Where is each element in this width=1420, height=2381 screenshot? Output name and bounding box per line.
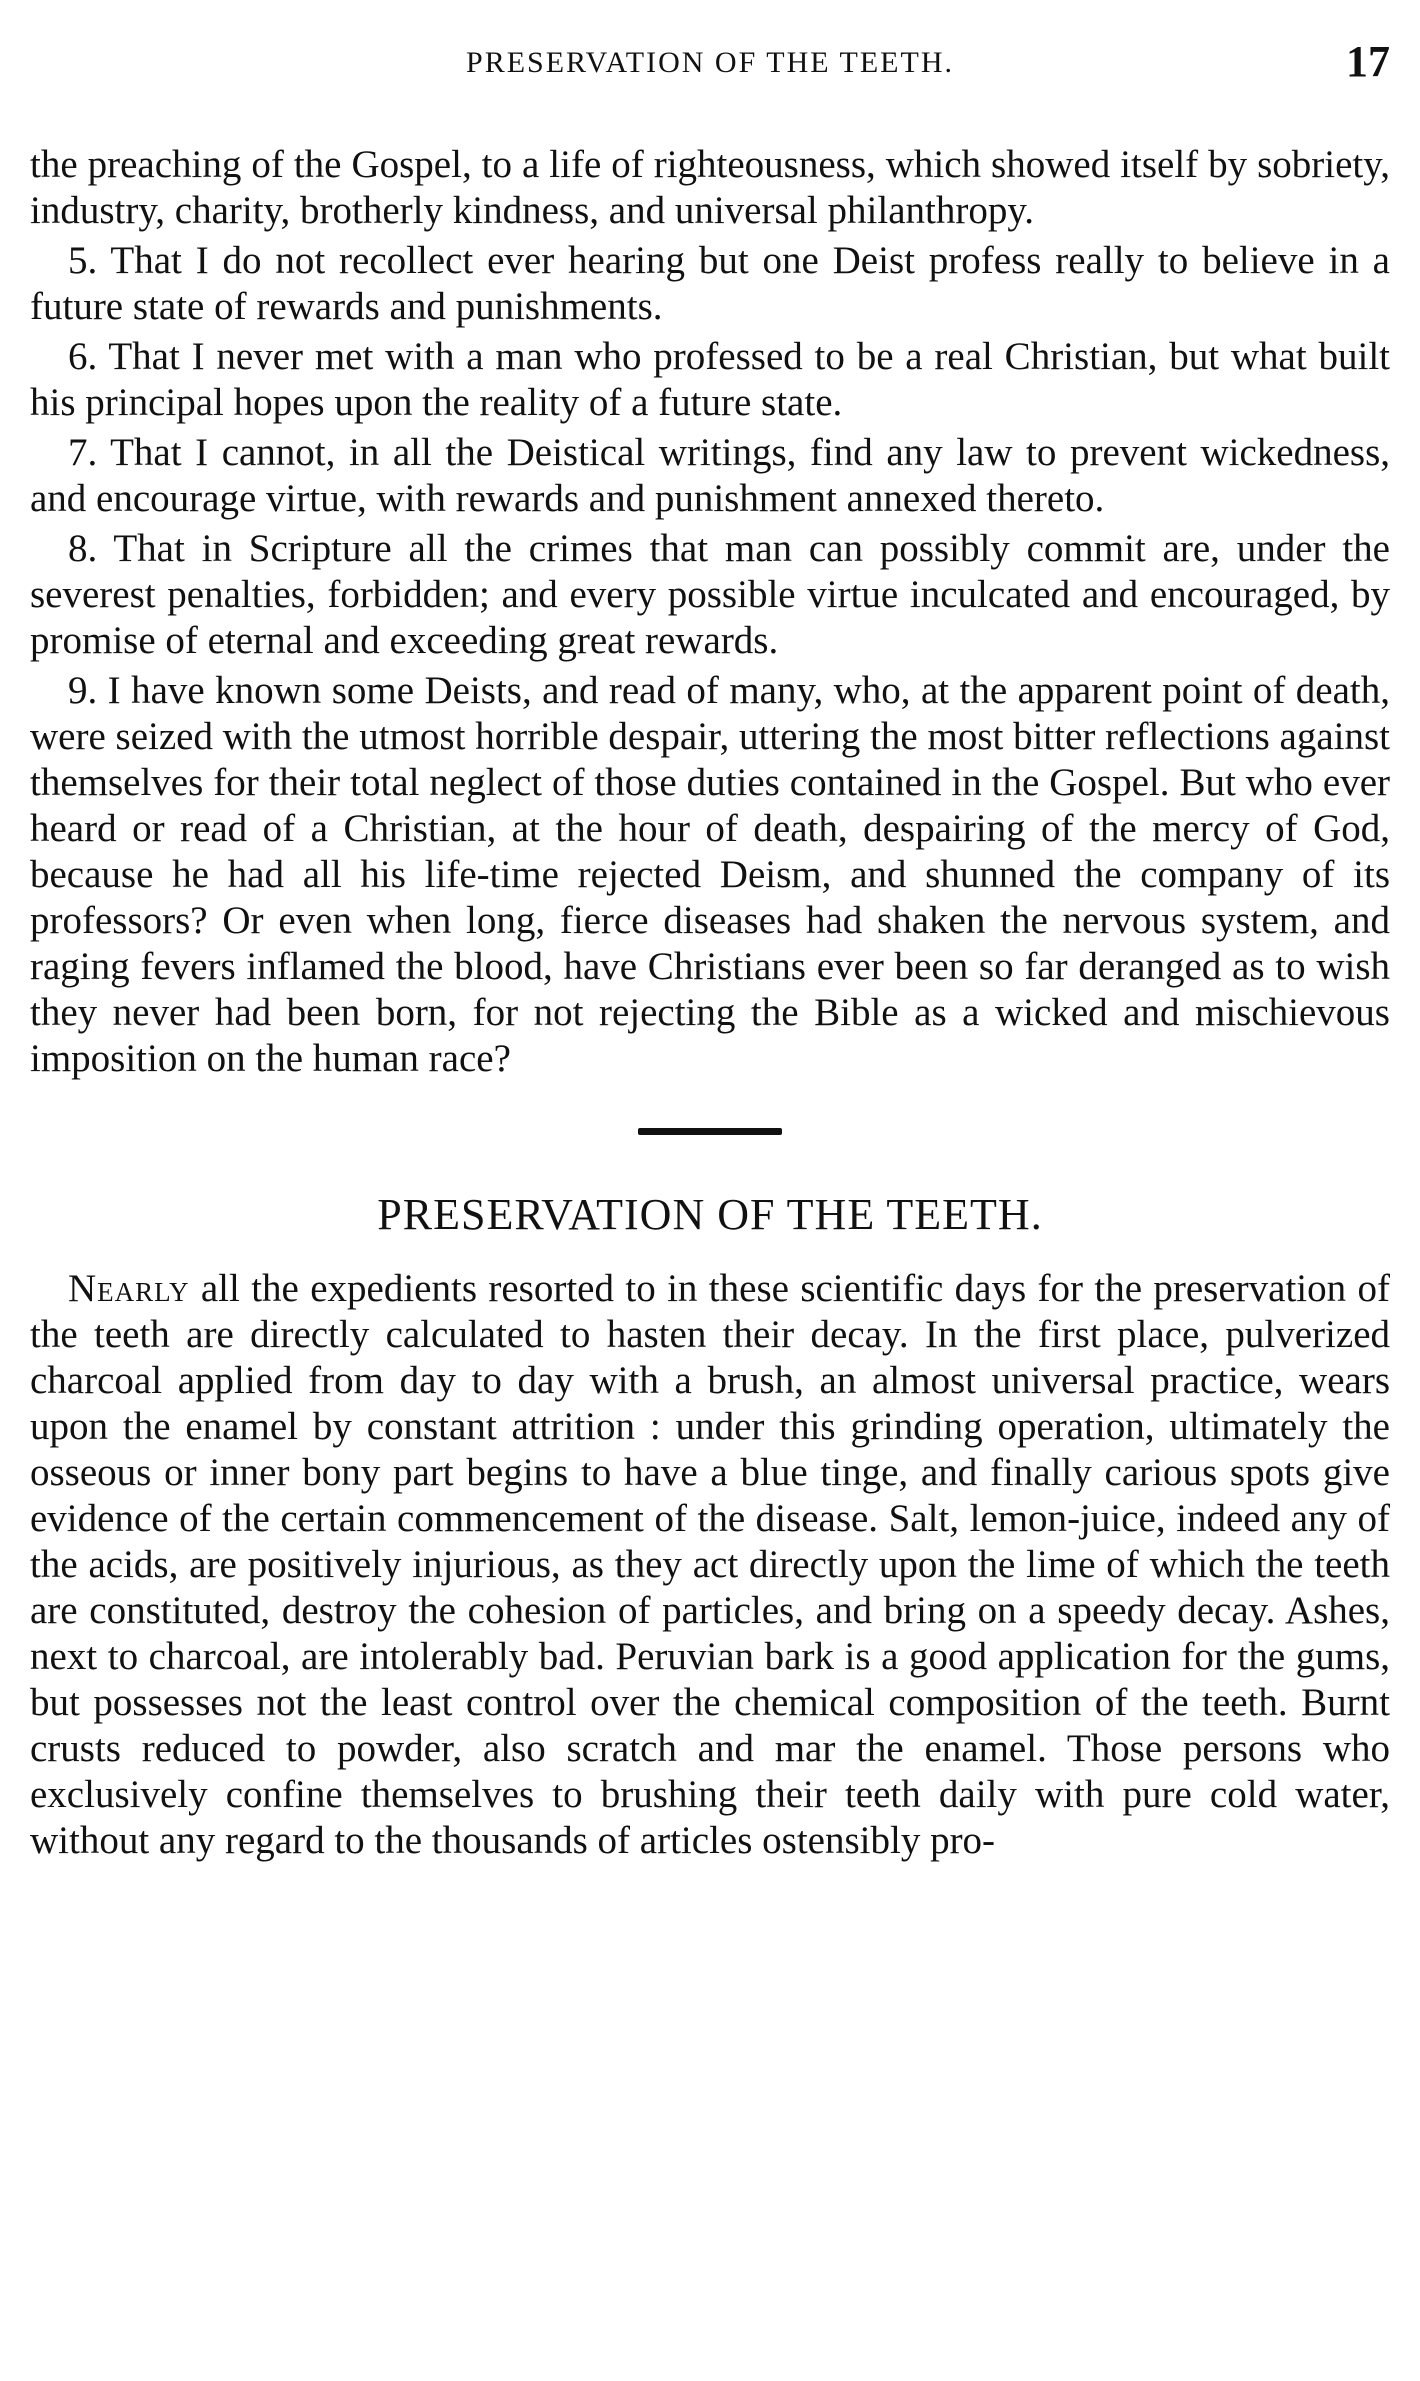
section-paragraph-text: all the expedients resorted to in these scientific days for the preservation of the teeth are directly calculated to hasten their decay. In the first place, pulverized charcoal applied from day to day with a brush, an almost universal practice, wears upon the enamel by constant attrition : under this grinding operation, ultimately the osseous or inner bony part begins to have a blue tinge, and finally carious spots give evidence of the certain commencement of the disease. Salt, lemon-juice, indeed any of the acids, are positively injurious, as they act directly upon the lime of which the teeth are constituted, destroy the cohesion of particles, and bring on a speedy decay. Ashes, next to charcoal, are intolerably bad. Peruvian bark is a good application for the gums, but possesses not the least control over the chemical composition of the teeth. Burnt crusts reduced to powder, also scratch and mar the enamel. Those persons who exclusively confine themselves to brushing their teeth daily with pure cold water, without any regard to the thousands of articles ostensibly pro- [30,1267,1391,1862]
section-divider-rule [638,1128,782,1135]
page-number: 17 [1346,37,1390,86]
section-paragraph [30,1266,1390,1864]
running-header [30,28,1390,102]
running-title: PRESERVATION OF THE TEETH. [466,46,954,79]
paragraph-8: 8. That in Scripture all the crimes that man can possibly commit are, under the severest penalties, forbidden; and every possible virtue inculcated and encouraged, by promise of eternal and exceeding great rewards. [30,527,1390,662]
body-text [30,142,1390,1082]
book-page [30,28,1390,2358]
section-title: PRESERVATION OF THE TEETH. [377,1190,1043,1239]
lead-word: Nearly [68,1267,190,1310]
paragraph-continued: the preaching of the Gospel, to a life of righteousness, which showed itself by sobriety, industry, charity, brotherly kindness, and universal philanthropy. [30,143,1390,232]
paragraph-5: 5. That I do not recollect ever hearing but one Deist profess really to believe in a future state of rewards and punishments. [30,239,1390,328]
paragraph-7: 7. That I cannot, in all the Deistical writings, find any law to prevent wickedness, and encourage virtue, with rewards and punishment annexed thereto. [30,431,1390,520]
paragraph-6: 6. That I never met with a man who professed to be a real Christian, but what built his principal hopes upon the reality of a future state. [30,335,1390,424]
paragraph-9: 9. I have known some Deists, and read of many, who, at the apparent point of death, were seized with the utmost horrible despair, uttering the most bitter reflections against themselves for their total neglect of those duties contained in the Gospel. But who ever heard or read of a Christian, at the hour of death, despairing of the mercy of God, because he had all his life-time rejected Deism, and shunned the company of its professors? Or even when long, fierce diseases had shaken the nervous system, and raging fevers inflamed the blood, have Christians ever been so far deranged as to wish they never had been born, for not rejecting the Bible as a wicked and mischievous imposition on the human race? [30,669,1390,1080]
